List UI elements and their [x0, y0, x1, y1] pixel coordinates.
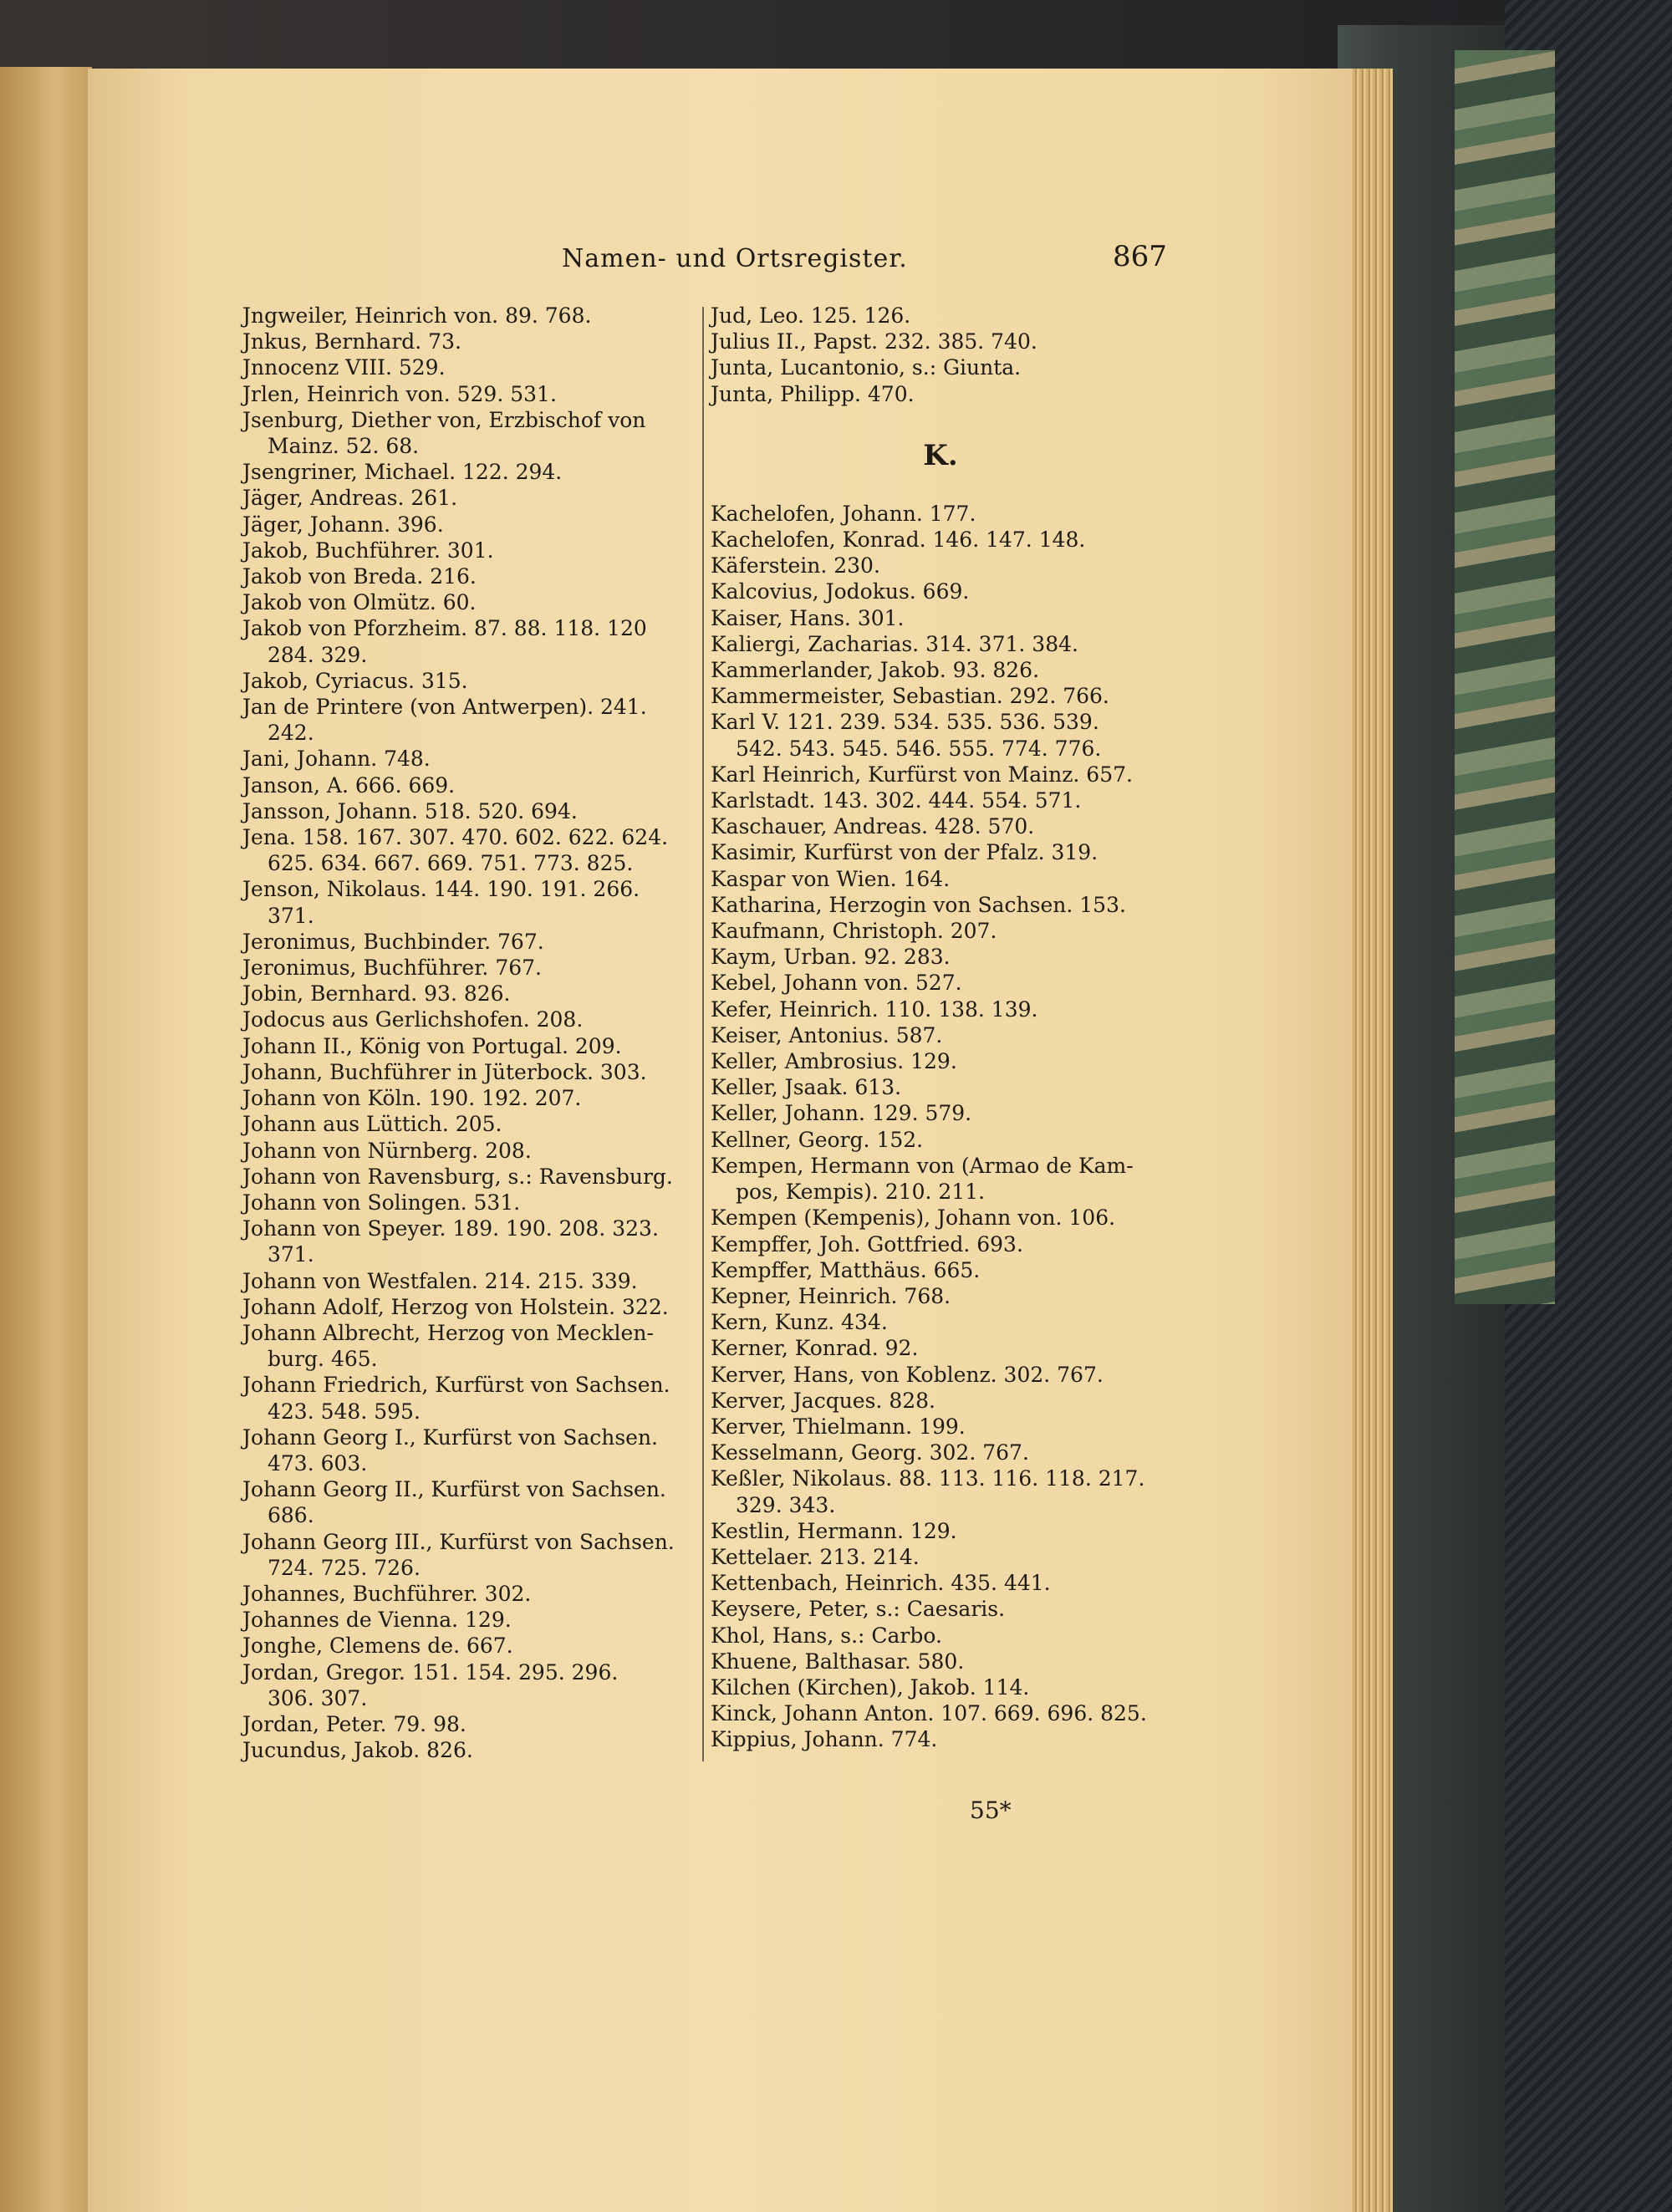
index-entry: Junta, Lucantonio, s.: Giunta. [711, 355, 1022, 380]
index-entry: Kesselmann, Georg. 302. 767. [711, 1440, 1029, 1465]
index-entry: Jonghe, Clemens de. 667. [242, 1634, 513, 1659]
index-entry: Johann Georg II., Kurfürst von Sachsen. [242, 1477, 666, 1502]
index-entry: Johannes de Vienna. 129. [242, 1608, 512, 1633]
index-entry: Johann Albrecht, Herzog von Mecklen- [242, 1320, 654, 1345]
index-entry-continuation: 542. 543. 545. 546. 555. 774. 776. [736, 736, 1102, 761]
index-entry-continuation: 371. [268, 903, 314, 928]
index-entry: Johannes, Buchführer. 302. [242, 1581, 532, 1606]
index-entry-continuation: 625. 634. 667. 669. 751. 773. 825. [268, 851, 634, 876]
index-entry-continuation: 423. 548. 595. [268, 1399, 421, 1424]
index-entry: Julius II., Papst. 232. 385. 740. [711, 329, 1037, 354]
section-letter: K. [923, 438, 958, 472]
index-entry: Kebel, Johann von. 527. [711, 971, 962, 996]
index-entry: Jakob von Breda. 216. [242, 564, 477, 589]
index-entry: Kaiser, Hans. 301. [711, 605, 905, 630]
index-entry: Jäger, Andreas. 261. [242, 486, 458, 511]
index-entry: Karl Heinrich, Kurfürst von Mainz. 657. [711, 762, 1133, 787]
index-entry: Jsenburg, Diether von, Erzbischof von [242, 407, 646, 432]
index-entry-continuation: pos, Kempis). 210. 211. [736, 1180, 986, 1205]
index-entry: Kaschauer, Andreas. 428. 570. [711, 814, 1035, 839]
index-entry: Jucundus, Jakob. 826. [242, 1738, 473, 1763]
index-entry-continuation: 686. [268, 1503, 314, 1528]
index-entry: Kefer, Heinrich. 110. 138. 139. [711, 996, 1038, 1022]
index-entry: Johann von Köln. 190. 192. 207. [242, 1086, 582, 1111]
index-entry: Kern, Kunz. 434. [711, 1310, 888, 1335]
index-entry: Johann II., König von Portugal. 209. [242, 1033, 622, 1058]
index-entries-k [711, 501, 1279, 1753]
index-entry: Jan de Printere (von Antwerpen). 241. [242, 695, 647, 720]
index-entry: Jani, Johann. 748. [242, 747, 431, 772]
index-entry: Kempffer, Joh. Gottfried. 693. [711, 1231, 1023, 1256]
index-entry: Kempffer, Matthäus. 665. [711, 1257, 981, 1282]
index-entry: Jrlen, Heinrich von. 529. 531. [242, 381, 557, 406]
index-entry: Johann von Westfalen. 214. 215. 339. [242, 1268, 638, 1293]
index-entry: Jobin, Bernhard. 93. 826. [242, 981, 511, 1007]
index-entry-continuation: 371. [268, 1242, 314, 1267]
index-entry: Jakob, Cyriacus. 315. [242, 668, 468, 693]
index-entry: Kachelofen, Johann. 177. [711, 501, 976, 526]
index-entry: Kerner, Konrad. 92. [711, 1336, 919, 1361]
index-entry: Keller, Jsaak. 613. [711, 1075, 902, 1100]
index-entry: Jodocus aus Gerlichshofen. 208. [242, 1007, 584, 1032]
index-entry: Jakob, Buchführer. 301. [242, 538, 494, 563]
index-entry: Johann, Buchführer in Jüterbock. 303. [242, 1059, 647, 1084]
index-entry: Keiser, Antonius. 587. [711, 1022, 943, 1047]
index-entry: Kaufmann, Christoph. 207. [711, 919, 997, 944]
index-entry-continuation: 329. 343. [736, 1492, 836, 1517]
index-entry: Jordan, Gregor. 151. 154. 295. 296. [242, 1659, 619, 1684]
index-entry: Jud, Leo. 125. 126. [711, 303, 911, 328]
index-entry: Khol, Hans, s.: Carbo. [711, 1623, 942, 1648]
index-entry: Kippius, Johann. 774. [711, 1727, 938, 1752]
index-entry: Kempen (Kempenis), Johann von. 106. [711, 1205, 1116, 1231]
index-entry: Jakob von Pforzheim. 87. 88. 118. 120 [242, 616, 647, 641]
index-entry: Kepner, Heinrich. 768. [711, 1283, 951, 1308]
index-entry: Johann Adolf, Herzog von Holstein. 322. [242, 1294, 669, 1319]
index-entry: Kinck, Johann Anton. 107. 669. 696. 825. [711, 1701, 1147, 1726]
index-entry: Kammermeister, Sebastian. 292. 766. [711, 684, 1109, 709]
index-entry: Keysere, Peter, s.: Caesaris. [711, 1597, 1006, 1622]
index-entry: Jena. 158. 167. 307. 470. 602. 622. 624. [242, 825, 669, 850]
index-entry: Johann von Speyer. 189. 190. 208. 323. [242, 1216, 659, 1241]
index-entry: Kestlin, Hermann. 129. [711, 1518, 957, 1543]
index-entry: Kalcovius, Jodokus. 669. [711, 579, 970, 604]
index-entry: Khuene, Balthasar. 580. [711, 1649, 965, 1674]
index-entry: Junta, Philipp. 470. [711, 381, 915, 406]
index-entry: Keßler, Nikolaus. 88. 113. 116. 118. 217. [711, 1466, 1145, 1491]
running-head: Namen- und Ortsregister. [562, 244, 908, 273]
facing-page-edge [0, 67, 92, 2212]
index-entry-continuation: burg. 465. [268, 1347, 378, 1372]
index-entry: Käferstein. 230. [711, 553, 880, 578]
index-entry: Kilchen (Kirchen), Jakob. 114. [711, 1674, 1030, 1700]
index-entry: Kerver, Jacques. 828. [711, 1388, 935, 1413]
index-entries-j [711, 303, 1279, 407]
index-entry: Johann von Solingen. 531. [242, 1190, 521, 1215]
page-edges [1353, 69, 1393, 2212]
index-entry: Jeronimus, Buchführer. 767. [242, 956, 542, 981]
index-entry: Kerver, Thielmann. 199. [711, 1414, 966, 1439]
index-entry: Kellner, Georg. 152. [711, 1127, 924, 1152]
index-entry: Johann von Nürnberg. 208. [242, 1138, 532, 1163]
marbled-endpaper [1455, 50, 1555, 1304]
index-entry: Karlstadt. 143. 302. 444. 554. 571. [711, 788, 1082, 813]
index-entry: Kempen, Hermann von (Armao de Kam- [711, 1153, 1134, 1178]
index-entry: Kasimir, Kurfürst von der Pfalz. 319. [711, 840, 1099, 865]
index-entry: Jnnocenz VIII. 529. [242, 355, 446, 380]
index-entry: Jenson, Nikolaus. 144. 190. 191. 266. [242, 877, 640, 902]
column-divider [702, 307, 704, 1761]
index-entry: Jngweiler, Heinrich von. 89. 768. [242, 303, 592, 328]
index-entry-continuation: 473. 603. [268, 1450, 368, 1476]
index-entry: Jnkus, Bernhard. 73. [242, 329, 461, 354]
index-entry: Jansson, Johann. 518. 520. 694. [242, 798, 578, 823]
index-entry: Keller, Ambrosius. 129. [711, 1049, 957, 1074]
index-entry: Karl V. 121. 239. 534. 535. 536. 539. [711, 710, 1099, 735]
index-entry-continuation: 284. 329. [268, 642, 368, 667]
index-entry: Keller, Johann. 129. 579. [711, 1101, 972, 1126]
index-entry: Kammerlander, Jakob. 93. 826. [711, 658, 1040, 683]
index-entry-continuation: 242. [268, 721, 314, 746]
index-entry: Kachelofen, Konrad. 146. 147. 148. [711, 528, 1086, 553]
index-entry: Katharina, Herzogin von Sachsen. 153. [711, 892, 1126, 917]
index-entry: Kaspar von Wien. 164. [711, 866, 951, 891]
index-entry: Johann von Ravensburg, s.: Ravensburg. [242, 1164, 673, 1189]
index-column-left [242, 303, 786, 1763]
index-entry-continuation: 724. 725. 726. [268, 1555, 421, 1580]
index-entry: Johann aus Lüttich. 205. [242, 1112, 502, 1137]
page-number: 867 [1113, 240, 1167, 273]
index-entry: Kaym, Urban. 92. 283. [711, 945, 951, 970]
index-entry: Johann Georg III., Kurfürst von Sachsen. [242, 1529, 675, 1554]
index-entry: Jakob von Olmütz. 60. [242, 590, 477, 615]
index-entry: Jäger, Johann. 396. [242, 512, 444, 537]
index-entry: Kettenbach, Heinrich. 435. 441. [711, 1571, 1051, 1596]
index-entry-continuation: 306. 307. [268, 1685, 368, 1710]
index-column-right [711, 303, 1279, 1753]
index-entry: Kerver, Hans, von Koblenz. 302. 767. [711, 1362, 1104, 1387]
index-entry-continuation: Mainz. 52. 68. [268, 434, 420, 459]
index-entry: Jeronimus, Buchbinder. 767. [242, 929, 544, 954]
index-entry: Jsengriner, Michael. 122. 294. [242, 460, 563, 485]
index-entry: Johann Georg I., Kurfürst von Sachsen. [242, 1425, 658, 1450]
index-entry: Jordan, Peter. 79. 98. [242, 1711, 466, 1736]
index-entry: Janson, A. 666. 669. [242, 772, 456, 798]
index-entry: Kettelaer. 213. 214. [711, 1544, 920, 1569]
index-entry: Kaliergi, Zacharias. 314. 371. 384. [711, 631, 1078, 656]
signature-mark: 55* [970, 1797, 1012, 1824]
index-entry: Johann Friedrich, Kurfürst von Sachsen. [242, 1373, 670, 1398]
book-page [88, 69, 1358, 2212]
